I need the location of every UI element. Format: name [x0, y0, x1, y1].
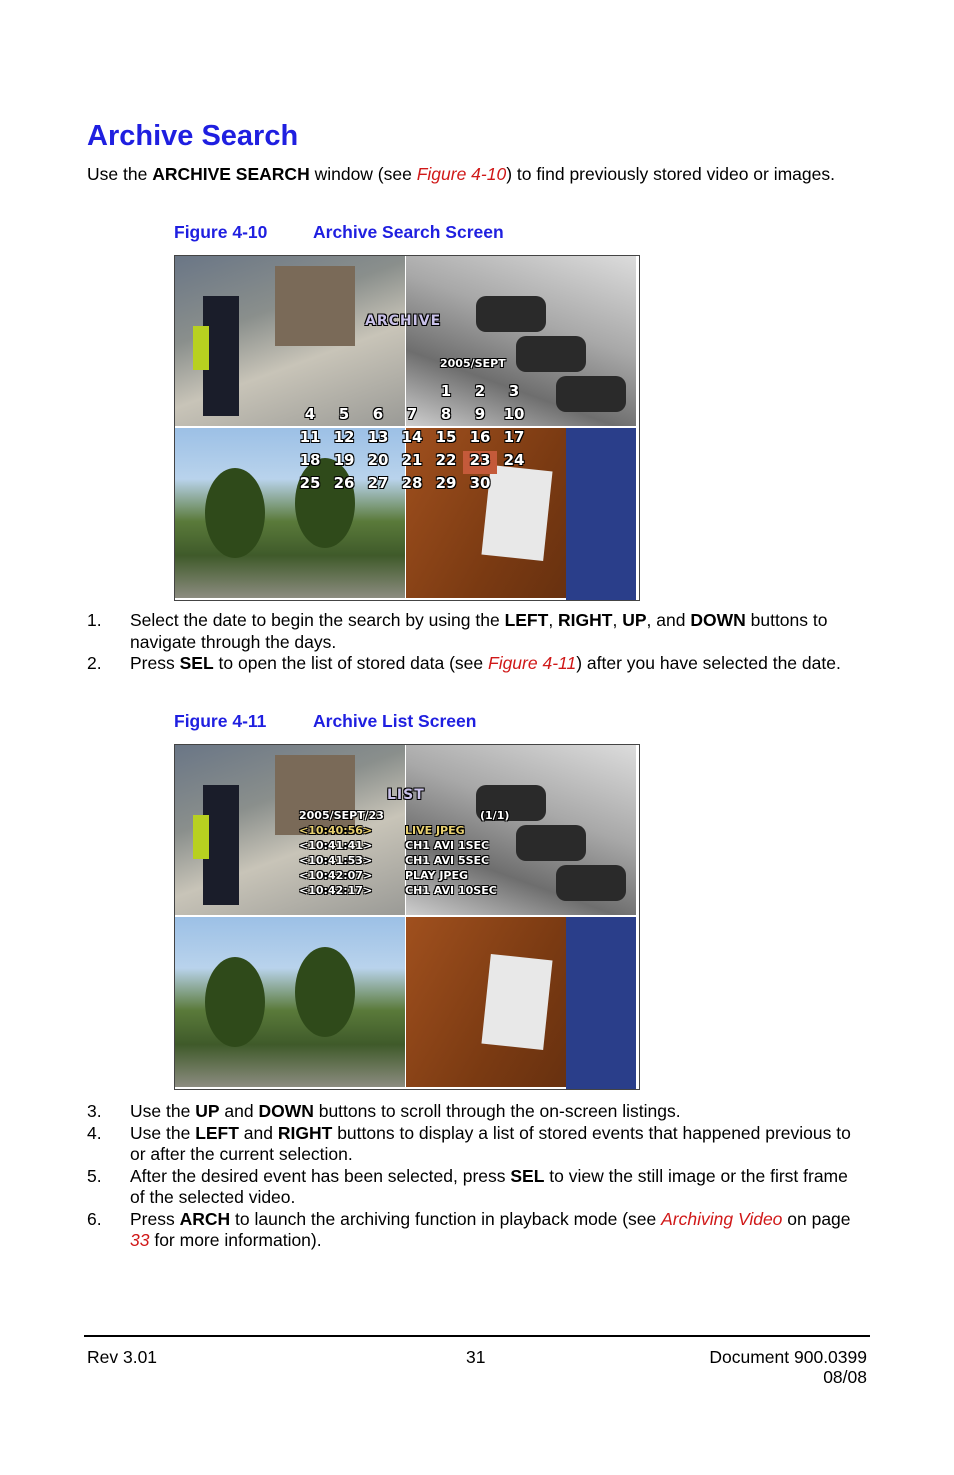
osd-calendar-day: 20: [367, 451, 389, 469]
list-item: 5. After the desired event has been selected, press SEL to view the still image or the first frame of the selected video.: [87, 1165, 848, 1207]
osd-calendar: [293, 382, 531, 497]
osd-calendar-day: 24: [503, 451, 525, 469]
osd-calendar-day: [395, 382, 429, 405]
figure-4-11-caption: Figure 4-11 Archive List Screen: [174, 711, 477, 731]
osd-list-event: LIVE JPEG: [405, 824, 465, 837]
osd-list-event: CH1 AVI 5SEC: [405, 854, 490, 867]
osd-calendar-row: [293, 382, 531, 405]
osd-calendar-row: [293, 428, 531, 451]
list-item: 4. Use the LEFT and RIGHT buttons to display a list of stored events that happened previous to or after the current selection.: [87, 1122, 851, 1164]
footer-divider: [84, 1335, 870, 1337]
osd-calendar-day: 25: [299, 474, 321, 492]
osd-list-time: <10:42:17>: [299, 884, 373, 897]
intro-paragraph: Use the ARCHIVE SEARCH window (see Figure 4-10) to find previously stored video or images.: [87, 164, 835, 184]
footer-page-number: 31: [466, 1347, 486, 1367]
osd-list-event: CH1 AVI 10SEC: [405, 884, 497, 897]
osd-calendar-day: 11: [299, 428, 321, 446]
figure-4-10-caption: Figure 4-10 Archive Search Screen: [174, 222, 504, 242]
osd-calendar-day: 12: [333, 428, 355, 446]
osd-calendar-day: 7: [406, 405, 418, 423]
osd-calendar-day: 22: [435, 451, 457, 469]
osd-list-time: <10:41:53>: [299, 854, 373, 867]
osd-month: 2005/SEPT: [440, 357, 506, 370]
steps-list-a: [87, 610, 867, 675]
osd-calendar-day: 26: [333, 474, 355, 492]
osd-calendar-day: [293, 382, 327, 405]
osd-calendar-day: 9: [474, 405, 486, 423]
osd-calendar-day: 10: [503, 405, 525, 423]
osd-calendar-day: 18: [299, 451, 321, 469]
osd-calendar-day: 29: [435, 474, 457, 492]
osd-calendar-day: 6: [372, 405, 384, 423]
footer-revision: Rev 3.01: [87, 1347, 158, 1367]
osd-calendar-day: 30: [469, 474, 491, 492]
camera-3-view: [175, 917, 405, 1087]
osd-calendar-day: 14: [401, 428, 423, 446]
list-item: 3. Use the UP and DOWN buttons to scroll through the on-screen listings.: [87, 1101, 681, 1121]
steps-list-b: [87, 1101, 867, 1252]
page-title: Archive Search: [87, 120, 299, 152]
archive-search-screenshot: [174, 255, 640, 601]
figure-4-11-link[interactable]: Figure 4-11: [488, 653, 577, 673]
osd-calendar-day: 28: [401, 474, 423, 492]
list-item: 1. Select the date to begin the search by using the LEFT, RIGHT, UP, and DOWN buttons to navigate through the days.: [87, 610, 828, 652]
osd-list-event: PLAY JPEG: [405, 869, 469, 882]
osd-calendar-day: 5: [338, 405, 350, 423]
osd-calendar-day-selected: 23: [463, 451, 497, 474]
osd-calendar-day: 21: [401, 451, 423, 469]
osd-calendar-day: 3: [508, 382, 520, 400]
osd-list-title: LIST: [387, 787, 425, 803]
osd-calendar-day: 1: [440, 382, 452, 400]
osd-calendar-day: 27: [367, 474, 389, 492]
osd-calendar-day: [327, 382, 361, 405]
osd-calendar-row: [293, 405, 531, 428]
osd-calendar-day: 16: [469, 428, 491, 446]
archive-list-screenshot: [174, 744, 640, 1090]
list-item: 6. Press ARCH to launch the archiving function in playback mode (see Archiving Video on page 33 for more information).: [87, 1208, 851, 1250]
osd-list-page: (1/1): [480, 809, 510, 822]
osd-calendar-day: 13: [367, 428, 389, 446]
osd-calendar-day: 17: [503, 428, 525, 446]
osd-list-time: <10:42:07>: [299, 869, 373, 882]
figure-4-10-link[interactable]: Figure 4-10: [416, 164, 507, 184]
osd-calendar-day: 8: [440, 405, 452, 423]
osd-calendar-row: [293, 474, 531, 497]
osd-calendar-day: 4: [304, 405, 316, 423]
list-item: 2. Press SEL to open the list of stored data (see Figure 4-11) after you have selected the date.: [87, 653, 841, 673]
osd-archive-title: ARCHIVE: [365, 313, 442, 329]
osd-calendar-day: 15: [435, 428, 457, 446]
osd-list-time: <10:40:56>: [299, 824, 373, 837]
osd-list-date: 2005/SEPT/23: [299, 809, 384, 822]
osd-list-event: CH1 AVI 1SEC: [405, 839, 490, 852]
osd-calendar-day: [497, 474, 531, 497]
osd-calendar-day: 19: [333, 451, 355, 469]
osd-calendar-day: 2: [474, 382, 486, 400]
footer-document: Document 900.0399 08/08: [709, 1347, 867, 1387]
page-33-link[interactable]: 33: [130, 1230, 150, 1250]
osd-calendar-row: [293, 451, 531, 474]
osd-list-time: <10:41:41>: [299, 839, 373, 852]
osd-calendar-day: [361, 382, 395, 405]
camera-4-view: [406, 917, 636, 1087]
archiving-video-link[interactable]: Archiving Video: [661, 1208, 783, 1229]
